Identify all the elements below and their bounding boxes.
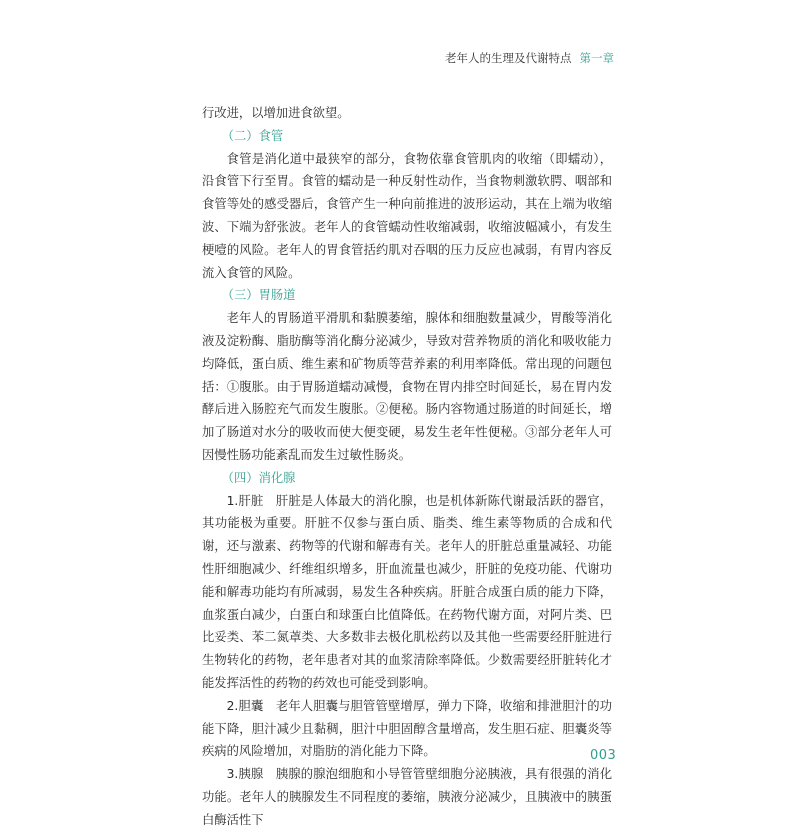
page-content: [202, 102, 612, 832]
section-heading-gi-tract: （三）胃肠道: [221, 288, 296, 303]
section-heading-esophagus: （二）食管: [221, 128, 284, 143]
text-pancreas: 胰腺的腺泡细胞和小导管管壁细胞分泌胰液，具有很强的消化功能。老年人的胰腺发生不同程度的萎缩，胰液分泌减少，且胰液中的胰蛋白酶活性下: [202, 767, 612, 827]
paragraph-gi-tract: 老年人的胃肠道平滑肌和黏膜萎缩，腺体和细胞数量减少，胃酸等消化液及淀粉酶、脂肪酶等消化酶分泌减少，导致对营养物质的消化和吸收能力均降低，蛋白质、维生素和矿物质等营养素的利用率降低。常出现的问题包括：①腹胀。由于胃肠道蠕动减慢，食物在胃内排空时间延长，易在胃内发酵后进入肠腔充气而发生腹胀。②便秘。肠内容物通过肠道的时间延长，增加了肠道对水分的吸收而使大便变硬，易发生老年性便秘。③部分老年人可因慢性肠功能紊乱而发生过敏性肠炎。: [202, 311, 612, 462]
text-liver: 肝脏是人体最大的消化腺，也是机体新陈代谢最活跃的器官，其功能极为重要。肝脏不仅参与蛋白质、脂类、维生素等物质的合成和代谢，还与激素、药物等的代谢和解毒有关。老年人的肝脏总重量减轻、功能性肝细胞减少、纤维组织增多，肝血流量也减少，肝脏的免疫功能、代谢功能和解毒功能均有所减弱，易发生各种疾病。肝脏合成蛋白质的能力下降，血浆蛋白减少，白蛋白和球蛋白比值降低。在药物代谢方面，对阿片类、巴比妥类、苯二氮䓬类、大多数非去极化肌松药以及其他一些需要经肝脏进行生物转化的药物，老年患者对其的血浆清除率降低。少数需要经肝脏转化才能发挥活性的药物的药效也可能受到影响。: [202, 493, 612, 690]
running-header: [445, 50, 614, 66]
paragraph-continuation: 行改进，以增加进食欲望。: [202, 106, 350, 120]
section-heading-digestive-glands: （四）消化腺: [221, 470, 296, 485]
page-number: 003: [590, 748, 617, 763]
header-title: 老年人的生理及代谢特点: [445, 51, 572, 65]
term-gallbladder: 2.胆囊: [226, 698, 264, 713]
text-gallbladder: 老年人胆囊与胆管管壁增厚，弹力下降，收缩和排泄胆汁的功能下降，胆汁减少且黏稠，胆汁中胆固醇含量增高，发生胆石症、胆囊炎等疾病的风险增加，对脂肪的消化能力下降。: [202, 698, 612, 759]
paragraph-liver: [202, 490, 612, 695]
header-chapter: 第一章: [579, 51, 614, 65]
term-liver: 1.肝脏: [226, 493, 264, 508]
paragraph-pancreas: [202, 763, 612, 831]
paragraph-esophagus: 食管是消化道中最狭窄的部分，食物依靠食管肌肉的收缩（即蠕动），沿食管下行至胃。食管的蠕动是一种反射性动作，当食物刺激软腭、咽部和食管等处的感受器后，食管产生一种向前推进的波形运动，其在上端为收缩波、下端为舒张波。老年人的食管蠕动性收缩减弱，收缩波幅减小，有发生梗噎的风险。老年人的胃食管括约肌对吞咽的压力反应也减弱，有胃内容反流入食管的风险。: [202, 151, 612, 280]
paragraph-gallbladder: [202, 695, 612, 763]
term-pancreas: 3.胰腺: [226, 767, 264, 782]
